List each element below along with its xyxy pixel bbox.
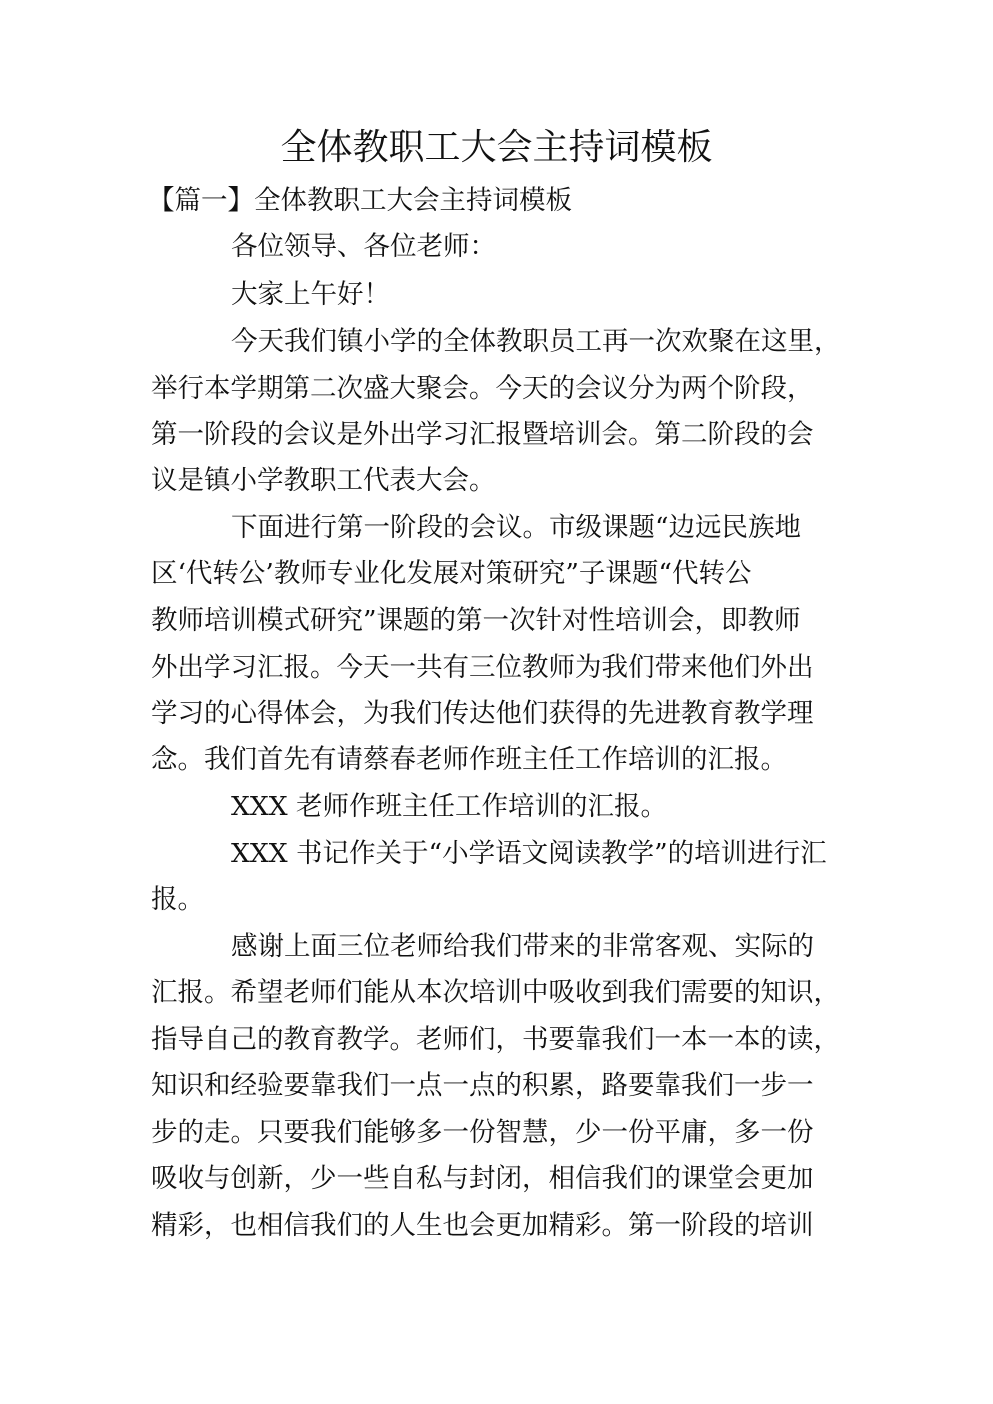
document-title: 全体教职工大会主持词模板 [280,127,713,168]
paragraph-line: 外出学习汇报。今天一共有三位教师为我们带来他们外出 [151,652,814,683]
paragraph-line: 各位领导、各位老师： [231,231,496,262]
paragraph-line: 念。我们首先有请蔡春老师作班主任工作培训的汇报。 [151,744,787,775]
paragraph-line: 区‘代转公’教师专业化发展对策研究”子课题“代转公 [151,558,752,589]
paragraph-line: 精彩，也相信我们的人生也会更加精彩。第一阶段的培训 [151,1210,814,1241]
paragraph-line: XXX 书记作关于“小学语文阅读教学”的培训进行汇 [231,838,827,869]
section-heading: 【篇一】全体教职工大会主持词模板 [148,185,572,216]
paragraph-line: 知识和经验要靠我们一点一点的积累，路要靠我们一步一 [151,1070,814,1101]
paragraph-line: 举行本学期第二次盛大聚会。今天的会议分为两个阶段， [151,373,814,404]
paragraph-line: 议是镇小学教职工代表大会。 [151,465,496,496]
paragraph-line: 下面进行第一阶段的会议。市级课题“边远民族地 [231,512,802,543]
paragraph-line: 今天我们镇小学的全体教职员工再一次欢聚在这里， [231,326,841,357]
paragraph-line: 大家上午好！ [231,279,390,310]
paragraph-line: XXX 老师作班主任工作培训的汇报。 [231,791,668,822]
paragraph-line: 报。 [151,884,204,915]
paragraph-line: 指导自己的教育教学。老师们，书要靠我们一本一本的读， [151,1024,840,1055]
paragraph-line: 步的走。只要我们能够多一份智慧，少一份平庸，多一份 [151,1117,814,1148]
paragraph-line: 吸收与创新，少一些自私与封闭，相信我们的课堂会更加 [151,1163,814,1194]
paragraph-line: 学习的心得体会，为我们传达他们获得的先进教育教学理 [151,698,814,729]
paragraph-line: 感谢上面三位老师给我们带来的非常客观、实际的 [231,931,814,962]
paragraph-line: 汇报。希望老师们能从本次培训中吸收到我们需要的知识， [151,977,840,1008]
paragraph-line: 教师培训模式研究”课题的第一次针对性培训会，即教师 [151,605,801,636]
paragraph-line: 第一阶段的会议是外出学习汇报暨培训会。第二阶段的会 [151,419,814,450]
